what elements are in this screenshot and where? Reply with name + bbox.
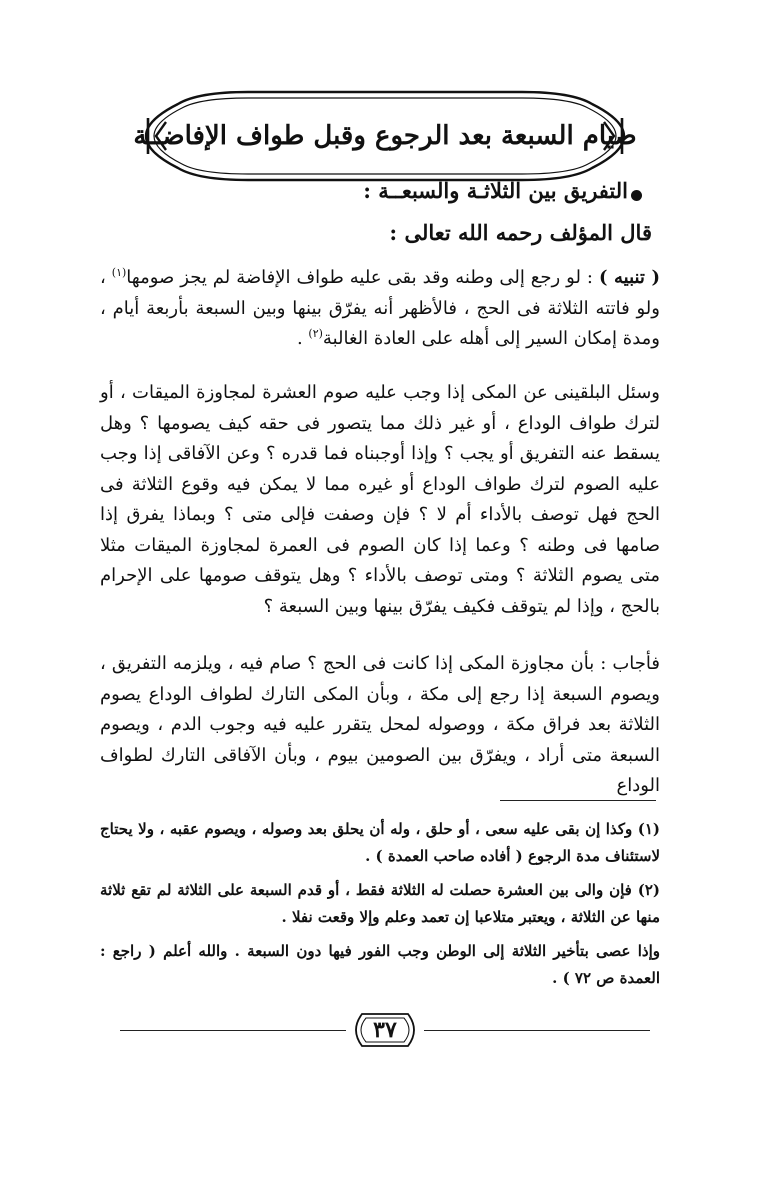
note-text-a: : لو رجع إلى وطنه وقد بقى عليه طواف الإفاضة لم يجز صومها [126,267,593,288]
footnote-1: (١) وكذا إن بقى عليه سعى ، أو حلق ، وله أن يحلق بعد وصوله ، ويصوم عقبه ، ولا يحتاج لاستئناف مدة الرجوع ( أفاده صاحب العمدة ) . [100,820,660,865]
answer-text: فأجاب : بأن مجاوزة المكى إذا كانت فى الحج ؟ صام فيه ، ويلزمه التفريق ، ويصوم السبعة إذا رجع إلى مكة ، وبأن المكى التارك لطواف الوداع يصوم الثلاثة بعد فراق مكة ، ووصوله لمحل يتقرر عليه فيه وجوب الدم ، ويصوم السبعة متى أراد ، ويفرّق بين الصومين بيوم ، وبأن الآفاقى التارك لطواف الوداع [100,653,660,796]
chapter-title-frame [133,86,637,186]
footnote-ref-1: (١) [111,266,127,279]
footnote-2: (٢) فإن والى بين العشرة حصلت له الثلاثة فقط ، أو قدم السبعة على الثلاثة لم تقع ثلاثة منها عن الثلاثة ، ويعتبر متلاعبا إن تعمد وعلم وإلا وقعت نفلا . [100,881,660,926]
footnote-ref-2: (٢) [308,327,323,340]
page-number: ٣٧ [373,1017,397,1043]
note-text-b: ، ولو فاتته الثلاثة فى الحج ، فالأظهر أنه يفرّق بينها وبين السبعة بأربعة أيام ، ومدة إمكان السير إلى أهله على العادة الغالبة [100,267,660,349]
question-paragraph [100,378,660,622]
page-number-rule-right [424,1030,650,1031]
page-number-rule-left [120,1030,346,1031]
bullet-dot-icon [631,190,642,201]
section-heading: التفريق بين الثلاثـة والسبعــة : [363,178,628,203]
answer-paragraph [100,649,660,802]
footnotes [100,816,660,999]
page-number-ornament [346,1008,424,1052]
note-paragraph [100,263,660,355]
note-text-c: . [296,328,303,349]
question-text: وسئل البلقينى عن المكى إذا وجب عليه صوم العشرة لمجاوزة الميقات ، أو لترك طواف الوداع ، أو غير ذلك مما يتصور فى حقه كيف يصومها ؟ وهل يسقط عنه التفريق أو يجب ؟ وإذا أوجبناه فما قدره ؟ وعن الآفاقى إذا وجب عليه الصوم لترك طواف الوداع أو غيره مما لا يمكن فيه وقوع الثلاثة فى الحج فهل توصف بالأداء أم لا ؟ فإن وصفت فإلى متى ؟ وبماذا يفرق إذا صامها فى وطنه ؟ وعما إذا كان الصوم فى العمرة لمجاوزة الميقات مثلا متى يصوم الثلاثة ؟ ومتى توصف بالأداء ؟ وهل يتوقف صومها على الإحرام بالحج ، وإذا لم يتوقف فكيف يفرّق بينها وبين السبعة ؟ [100,382,660,617]
note-label: ( تنبيه ) [598,267,660,288]
author-heading: قال المؤلف رحمه الله تعالى : [389,220,652,245]
footnote-3: وإذا عصى بتأخير الثلاثة إلى الوطن وجب الفور فيها دون السبعة . والله أعلم ( راجع : العمدة ص ٧٢ ) . [100,942,660,987]
chapter-title: صيام السبعة بعد الرجوع وقبل طواف الإفاضــة [133,121,637,151]
footnote-separator [500,800,656,801]
